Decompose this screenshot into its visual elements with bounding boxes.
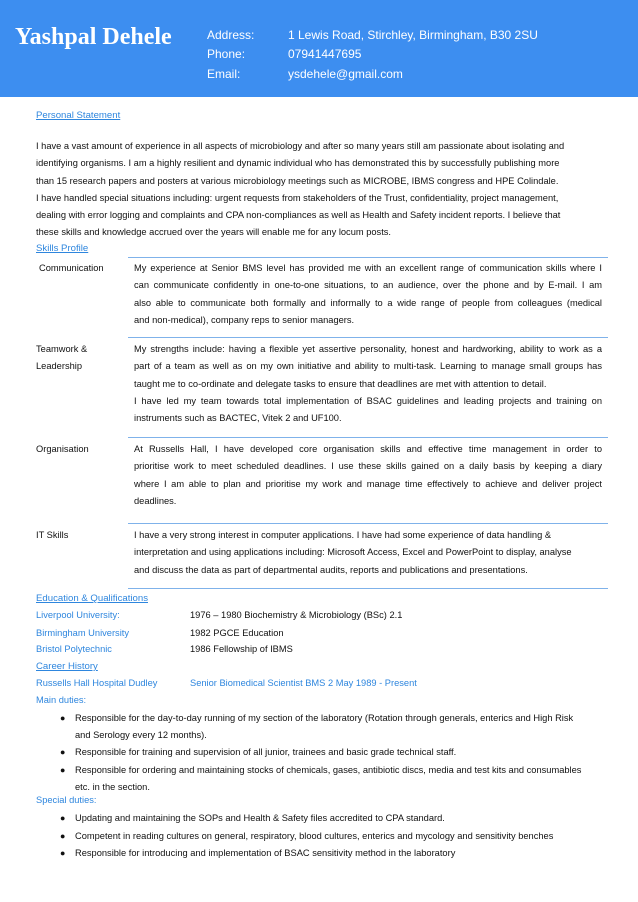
bullet-icon: ● — [60, 713, 66, 723]
special-duty-item: Responsible for introducing and implementation of BSAC sensitivity method in the laboratory — [75, 848, 456, 858]
skill-label-organisation: Organisation — [36, 444, 89, 454]
statement-line: dealing with error logging and complaints and CPA non-compliances as well as Health and Safety incident reports. I believe that — [36, 210, 561, 221]
address-label: Address: — [207, 28, 255, 42]
education-detail: 1976 – 1980 Biochemistry & Microbiology (BSc) 2.1 — [190, 610, 403, 620]
statement-line: I have handled special situations including: urgent requests from stakeholders of the Trust, confidentiality, project management, — [36, 192, 559, 203]
skills-profile-heading: Skills Profile — [36, 243, 89, 254]
statement-line: I have a vast amount of experience in all aspects of microbiology and after so many years still am passionate about isolating and — [36, 141, 565, 151]
skill-label-it: IT Skills — [36, 530, 69, 540]
skills-divider — [128, 257, 608, 258]
personal-statement-heading: Personal Statement — [36, 110, 121, 121]
statement-line: than 15 research papers and posters at various microbiology meetings such as MICROBE, IBMS congress and HPE Colindale. — [36, 175, 559, 186]
address-value: 1 Lewis Road, Stirchley, Birmingham, B30 2SU — [288, 28, 538, 42]
career-role: Senior Biomedical Scientist BMS 2 May 1989 - Present — [190, 678, 417, 688]
phone-value: 07941447695 — [288, 47, 362, 61]
skill-text-communication: My experience at Senior BMS level has provided me with an excellent range of communication skills where I can communicate confidently in one-to-one situations, to an audience, over the phone and by E-mail. I am also able to communicate both formally and informally to a wide range of people from colleagues (medical and non-medical), company reps to senior managers. — [134, 263, 602, 325]
bullet-icon: ● — [60, 831, 66, 841]
education-detail: 1986 Fellowship of IBMS — [190, 644, 293, 654]
skills-divider — [128, 523, 608, 524]
main-duties-heading: Main duties: — [36, 695, 87, 705]
special-duty-item: Competent in reading cultures on general, respiratory, blood cultures, enterics and mycology and sensitivity benches — [75, 831, 554, 841]
skill-label-communication: Communication — [39, 263, 104, 273]
special-duties-heading: Special duties: — [36, 795, 97, 805]
resume-header — [0, 0, 638, 97]
main-duty-item: Responsible for ordering and maintaining stocks of chemicals, gases, antibiotic discs, media and test kits and consumables etc. in the section. — [75, 765, 582, 793]
bullet-icon: ● — [60, 848, 66, 858]
phone-label: Phone: — [207, 47, 246, 61]
main-duty-item: Responsible for the day-to-day running of my section of the laboratory (Rotation through generals, enterics and High Risk and Serology every 12 months). — [75, 713, 574, 741]
education-place: Liverpool University: — [36, 610, 120, 620]
skill-label-teamwork: Teamwork & Leadership — [36, 344, 88, 372]
skills-divider — [128, 588, 608, 589]
education-heading: Education & Qualifications — [36, 593, 148, 604]
skills-divider — [128, 337, 608, 338]
skill-text-teamwork: My strengths include: having a flexible yet assertive personality, honest and hardworking, ability to work as a part of a team as well as on my own initiative and ability to multi-task. Learning to manage small groups has taught me to co-ordinate and delegate tasks to ensure that deadlines are met with attention to detail. I have led my team towards total implementation of BSAC guidelines and leading projects and training on instruments such as BACTEC, Vitek 2 and UF100. — [134, 344, 602, 424]
bullet-icon: ● — [60, 747, 66, 757]
skill-text-it: I have a very strong interest in computer applications. I have had some experience of data handling & interpretation and using applications including: Microsoft Access, Excel and PowerPoint to display, analyse and discuss the data as part of departmental audits, reports and publications and presentations. — [134, 530, 572, 575]
personal-statement-text — [36, 138, 606, 242]
statement-line: identifying organisms. I am a highly resilient and dynamic individual who has demonstrated this by successfully publishing more — [36, 158, 560, 169]
email-label: Email: — [207, 67, 241, 81]
skill-text-organisation: At Russells Hall, I have developed core organisation skills and effective time management in order to prioritise work to meet scheduled deadlines. I use these skills gained on a daily basis by keeping a diary where I am able to plan and prioritise my work and manage time effectively to achieve and deliver project deadlines. — [134, 444, 602, 506]
special-duty-item: Updating and maintaining the SOPs and Health & Safety files accredited to CPA standard. — [75, 813, 445, 823]
main-duty-item: Responsible for training and supervision of all junior, trainees and basic grade technical staff. — [75, 747, 457, 757]
bullet-icon: ● — [60, 765, 66, 775]
education-detail: 1982 PGCE Education — [190, 628, 284, 638]
statement-line: these skills and knowledge accrued over the years will enable me for any locum posts. — [36, 227, 392, 238]
candidate-name: Yashpal Dehele — [15, 24, 172, 50]
skills-divider — [128, 437, 608, 438]
career-history-heading: Career History — [36, 661, 98, 672]
career-employer: Russells Hall Hospital Dudley — [36, 678, 158, 688]
bullet-icon: ● — [60, 813, 66, 823]
email-value[interactable]: ysdehele@gmail.com — [288, 67, 403, 81]
education-place: Bristol Polytechnic — [36, 644, 112, 654]
education-place: Birmingham University — [36, 628, 129, 638]
